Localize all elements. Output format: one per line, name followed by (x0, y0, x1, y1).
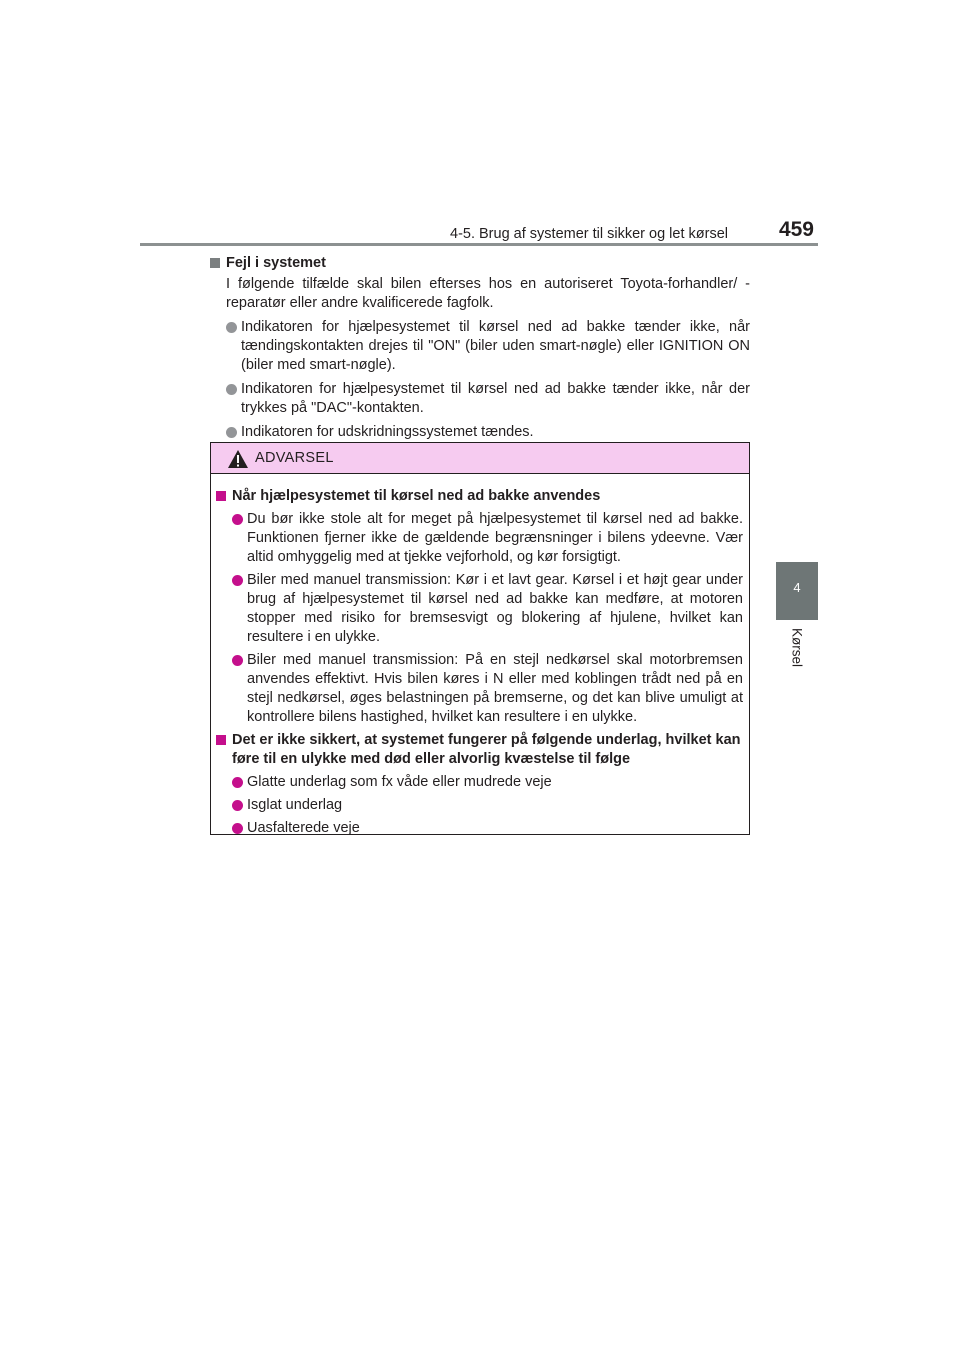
warning-heading: Det er ikke sikkert, at systemet fungerer på følgende underlag, hvilket kan føre til en ulykke med død eller alvorlig kvæstelse til følge (216, 731, 743, 769)
warning-box (210, 442, 750, 835)
main-content (210, 254, 750, 442)
round-bullet-icon (226, 322, 237, 333)
list-item: Glatte underlag som fx våde eller mudrede veje (216, 773, 743, 792)
round-bullet-icon (226, 427, 237, 438)
chapter-tab (776, 562, 818, 620)
square-bullet-icon (210, 258, 220, 268)
list-item: Biler med manuel transmission: På en stejl nedkørsel skal motorbremsen anvendes effektivt. Hvis bilen køres i N eller med koblingen trådt ned på en stejl nedkørsel, øges belastningen på bremserne, og det kan blive umuligt at kontrollere bilens hastighed, hvilket kan resultere i en ulykke. (216, 651, 743, 727)
round-bullet-icon (232, 575, 243, 586)
list-item: Indikatoren for udskridningssystemet tændes. (210, 423, 750, 442)
round-bullet-icon (232, 514, 243, 525)
square-bullet-icon (216, 735, 226, 745)
chapter-number: 4 (793, 580, 801, 595)
list-item: Du bør ikke stole alt for meget på hjælpesystemet til kørsel ned ad bakke. Funktionen fjerner ikke de gældende begrænsninger i bilens ydeevne. Vær altid omhyggelig med at tjekke vejforhold, og kør forsigtigt. (216, 510, 743, 567)
round-bullet-icon (232, 800, 243, 811)
chapter-label: Kørsel (789, 628, 805, 668)
chapter-label-container (776, 628, 818, 698)
warning-triangle-icon (227, 449, 249, 469)
list-item: Indikatoren for hjælpesystemet til kørsel ned ad bakke tænder ikke, når tændingskontakten drejes til "ON" (biler uden smart-nøgle) eller IGNITION ON (biler med smart-nøgle). (210, 318, 750, 375)
section-title: 4-5. Brug af systemer til sikker og let kørsel (450, 226, 728, 242)
warning-body (211, 474, 749, 838)
header-divider (140, 243, 818, 246)
section-heading: Fejl i systemet (210, 254, 750, 273)
section-intro: I følgende tilfælde skal bilen efterses hos en autoriseret Toyota-forhandler/ -reparatør eller andre kvalificerede fagfolk. (226, 276, 750, 311)
round-bullet-icon (226, 384, 237, 395)
round-bullet-icon (232, 823, 243, 834)
list-item: Isglat underlag (216, 796, 743, 815)
warning-title: ADVARSEL (255, 450, 334, 466)
list-item: Uasfalterede veje (216, 819, 743, 838)
round-bullet-icon (232, 777, 243, 788)
square-bullet-icon (216, 491, 226, 501)
warning-heading: Når hjælpesystemet til kørsel ned ad bakke anvendes (216, 487, 743, 506)
page-header (140, 0, 818, 246)
list-item: Biler med manuel transmission: Kør i et lavt gear. Kørsel i et højt gear under brug af hjælpesystemet til kørsel ned ad bakke kan medføre, at motoren stopper med risiko for bremsesvigt og blokering af hjulene, hvilket kan resultere i en ulykke. (216, 571, 743, 647)
page-number: 459 (778, 218, 814, 241)
round-bullet-icon (232, 655, 243, 666)
list-item: Indikatoren for hjælpesystemet til kørsel ned ad bakke tænder ikke, når der trykkes på "DAC"-kontakten. (210, 380, 750, 418)
warning-header (211, 443, 749, 474)
